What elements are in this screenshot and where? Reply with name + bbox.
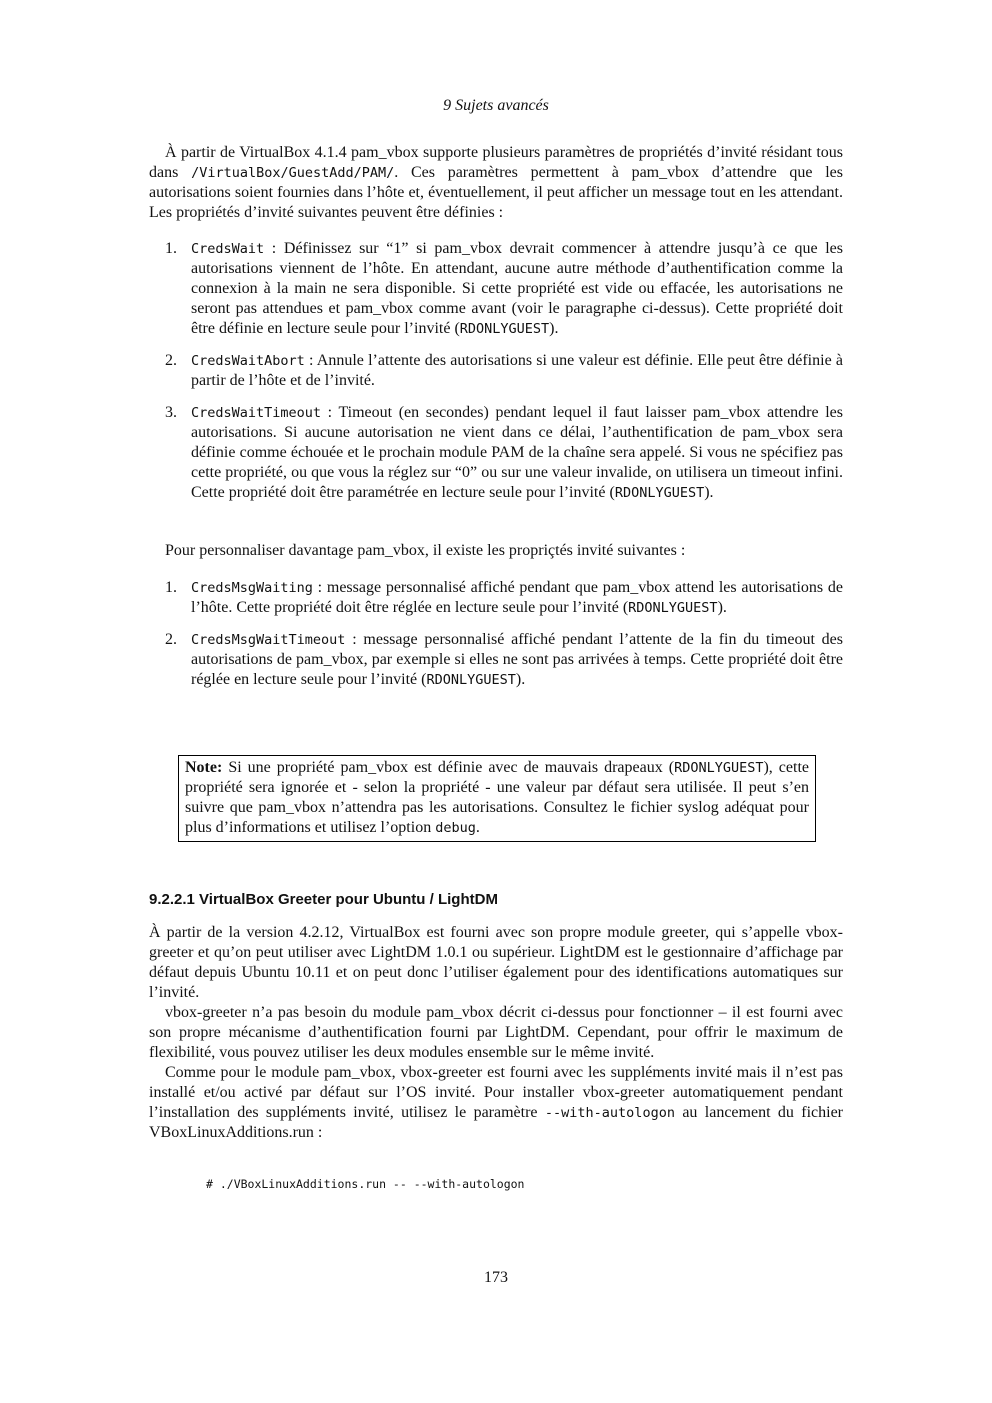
guest-properties-list xyxy=(165,239,843,503)
note-flag-code: RDONLYGUEST xyxy=(674,760,764,776)
flag-code: RDONLYGUEST xyxy=(628,600,718,616)
list-item-number: 3. xyxy=(165,404,177,421)
note-text: Si une propriété pam_vbox est définie avec de mauvais drapeaux ( xyxy=(222,759,675,776)
flag-code: RDONLYGUEST xyxy=(426,672,516,688)
page-number: 173 xyxy=(484,1269,508,1286)
property-name-code: CredsMsgWaiting xyxy=(191,580,313,596)
note-label: Note: xyxy=(185,759,223,776)
intro-text-start: À partir de VirtualBox 4.1.4 pam_vbox supporte plusieurs paramètres de propriétés d’invité résidant tous dans xyxy=(149,144,843,181)
list-item-tail: ). xyxy=(704,484,714,501)
section-paragraph-3-text: Comme pour le module pam_vbox, vbox-greeter est fourni avec les suppléments invité mais il n’est pas installé et/ou activé par défaut sur l’OS invité. Pour installer vbox-greeter automatiquement pendant l’installation des suppléments invité, utilisez le paramètre xyxy=(149,1064,843,1121)
list-item-tail: ). xyxy=(717,599,727,616)
list-item-number: 2. xyxy=(165,352,177,369)
list-item-text: : Définissez sur “1” si pam_vbox devrait commencer à attendre jusqu’à ce que les autorisations viennent de l’hôte. En attendant, aucune autre méthode d’authentification comme la connexion à la main ne sera disponible. Si cette propriété est vide ou effacée, les autorisations ne seront pas attendues et pam_vbox comme avant (voir le paragraphe ci-dessus). Cette propriété doit être définie en lecture seule pour l’invité ( xyxy=(191,240,843,337)
list-item xyxy=(165,403,843,503)
note-text: ), cette propriété sera ignorée et - selon la propriété - une valeur par défaut sera utilisée. Il peut s’en suivre que pam_vbox n’attendra pas les autorisations. Consultez le fichier syslog adéquat pour plus d’informations et utilisez l’option xyxy=(185,759,810,836)
property-name-code: CredsMsgWaitTimeout xyxy=(191,632,346,648)
list-item-text: : Annule l’attente des autorisations si une valeur est définie. Elle peut être définie à partir de l’hôte et de l’invité. xyxy=(191,352,843,389)
section-paragraph-3 xyxy=(149,1063,843,1143)
custom-properties-intro: Pour personnaliser davantage pam_vbox, il existe les propriçtés invité suivantes : xyxy=(165,542,686,559)
list-item xyxy=(165,630,843,690)
intro-text-end: . Ces paramètres permettent à pam_vbox d’attendre que les autorisations soient fournies dans l’hôte et, éventuellement, il peut afficher un message tout en les attendant. Les propriétés d’invité suivantes peuvent être définies : xyxy=(149,164,844,221)
property-name-code: CredsWaitTimeout xyxy=(191,405,322,421)
intro-path-code: /VirtualBox/GuestAdd/PAM/ xyxy=(191,165,395,181)
list-item-number: 2. xyxy=(165,631,177,648)
list-item xyxy=(165,351,843,391)
custom-properties-list xyxy=(165,578,843,690)
list-item-text: : message personnalisé affiché pendant l’attente de la fin du timeout des autorisations de pam_vbox, par exemple si elles ne sont pas arrivées à temps. Cette propriété doit être réglée en lecture seule pour l’invité ( xyxy=(191,631,843,688)
section-heading: 9.2.2.1 VirtualBox Greeter pour Ubuntu / LightDM xyxy=(149,891,498,908)
running-header: 9 Sujets avancés xyxy=(443,97,549,114)
section-paragraph-2: vbox-greeter n’a pas besoin du module pam_vbox décrit ci-dessus pour fonctionner – il est fourni avec son propre mécanisme d’authentification fourni par LightDM. Cependant, pour offrir le maximum de flexibilité, vous pouvez utiliser les deux modules ensemble sur le même invité. xyxy=(149,1004,843,1061)
list-item-tail: ). xyxy=(515,671,526,688)
list-item xyxy=(165,239,843,339)
autologon-option-code: --with-autologon xyxy=(544,1105,675,1121)
flag-code: RDONLYGUEST xyxy=(614,485,705,501)
list-item-text: : message personnalisé affiché pendant que pam_vbox attend les autorisations de l’hôte. Cette propriété doit être réglée en lecture seule pour l’invité ( xyxy=(191,579,843,616)
property-name-code: CredsWait xyxy=(191,241,265,257)
section-paragraph-3-end: au lancement du fichier VBoxLinuxAdditions.run : xyxy=(149,1104,844,1141)
list-item-number: 1. xyxy=(165,579,177,596)
list-item-number: 1. xyxy=(165,240,177,257)
note-text-end: . xyxy=(475,819,480,836)
flag-code: RDONLYGUEST xyxy=(459,321,550,337)
list-item xyxy=(165,578,843,618)
list-item-text: : Timeout (en secondes) pendant lequel il faut laisser pam_vbox attendre les autorisations. Si aucune autorisation ne vient dans ce délai, l’authentification de pam_vbox sera définie comme échouée et le prochain module PAM de la chaîne sera appelé. Si vous ne spécifiez pas cette propriété, ou que vous la réglez sur “0” ou sur une valeur invalide, on utilisera un timeout infini. Cette propriété doit être paramétrée en lecture seule pour l’invité ( xyxy=(191,404,843,501)
property-name-code: CredsWaitAbort xyxy=(191,353,305,369)
list-item-tail: ). xyxy=(549,320,559,337)
command-line: # ./VBoxLinuxAdditions.run -- --with-autologon xyxy=(206,1177,525,1191)
section-paragraph-1: À partir de la version 4.2.12, VirtualBox est fourni avec son propre module greeter, qui s’appelle vbox-greeter et qu’on peut utiliser avec LightDM 1.0.1 ou supérieur. LightDM est le gestionnaire d’affichage par défaut depuis Ubuntu 10.11 et on peut donc l’utiliser également pour des identifications automatiques sur l’invité. xyxy=(149,924,843,1001)
intro-paragraph xyxy=(149,143,843,223)
note-option-code: debug xyxy=(435,820,476,836)
note-box xyxy=(178,755,816,842)
